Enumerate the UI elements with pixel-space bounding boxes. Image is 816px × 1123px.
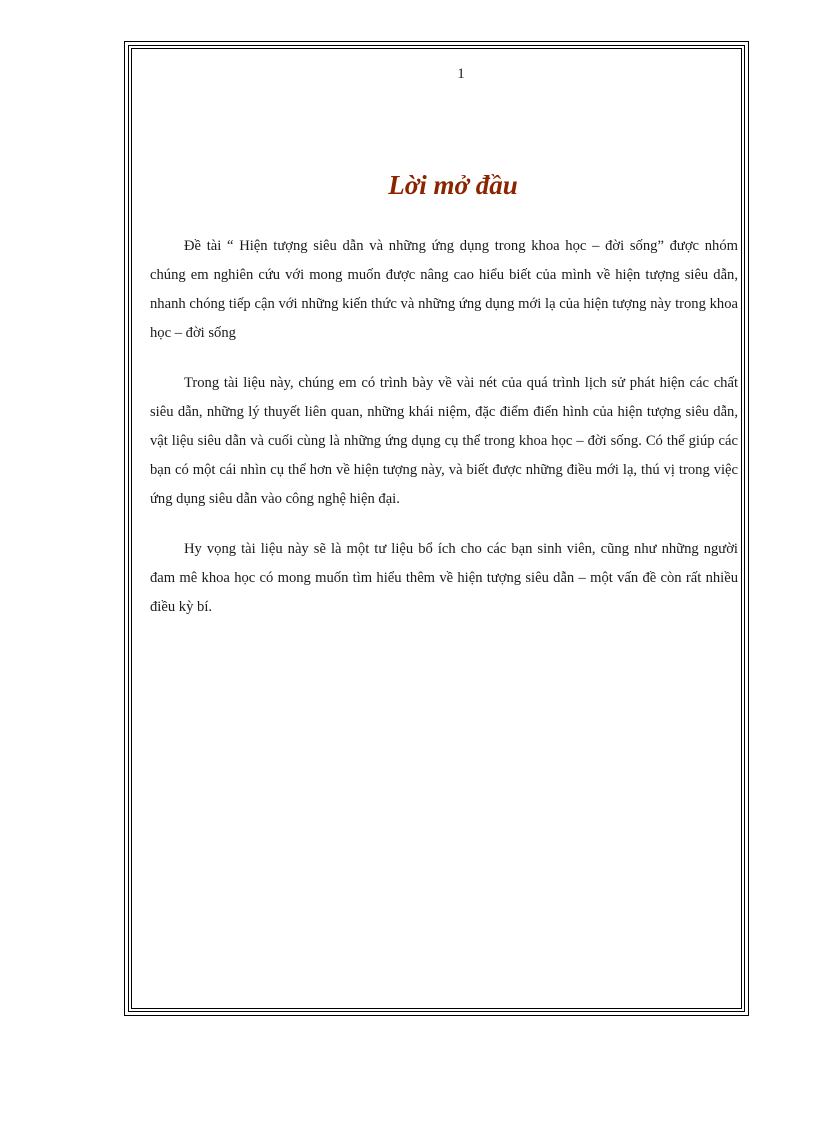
body-text xyxy=(150,232,738,622)
paragraph-contents: Trong tài liệu này, chúng em có trình bày về vài nét của quá trình lịch sử phát hiện các chất siêu dẫn, những lý thuyết liên quan, những khái niệm, đặc điểm điển hình của hiện tượng siêu dẫn, vật liệu siêu dẫn và cuối cùng là những ứng dụng cụ thể trong khoa học – đời sống. Có thể giúp các bạn có một cái nhìn cụ thể hơn về hiện tượng này, và biết được những điều mới lạ, thú vị trong việc ứng dụng siêu dẫn vào công nghệ hiện đại. xyxy=(150,375,738,507)
paragraph-intro: Đề tài “ Hiện tượng siêu dẫn và những ứng dụng trong khoa học – đời sống” được nhóm chúng em nghiên cứu với mong muốn được nâng cao hiểu biết của mình về hiện tượng siêu dẫn, nhanh chóng tiếp cận với những kiến thức và những ứng dụng mới lạ của hiện tượng này trong khoa học – đời sống xyxy=(150,238,738,341)
paragraph-hope: Hy vọng tài liệu này sẽ là một tư liệu bổ ích cho các bạn sinh viên, cũng như những người đam mê khoa học có mong muốn tìm hiểu thêm về hiện tượng siêu dẫn – một vấn đề còn rất nhiều điều kỳ bí. xyxy=(150,541,738,615)
page-title: Lời mở đầu xyxy=(388,170,518,200)
page-number: 1 xyxy=(457,66,465,82)
